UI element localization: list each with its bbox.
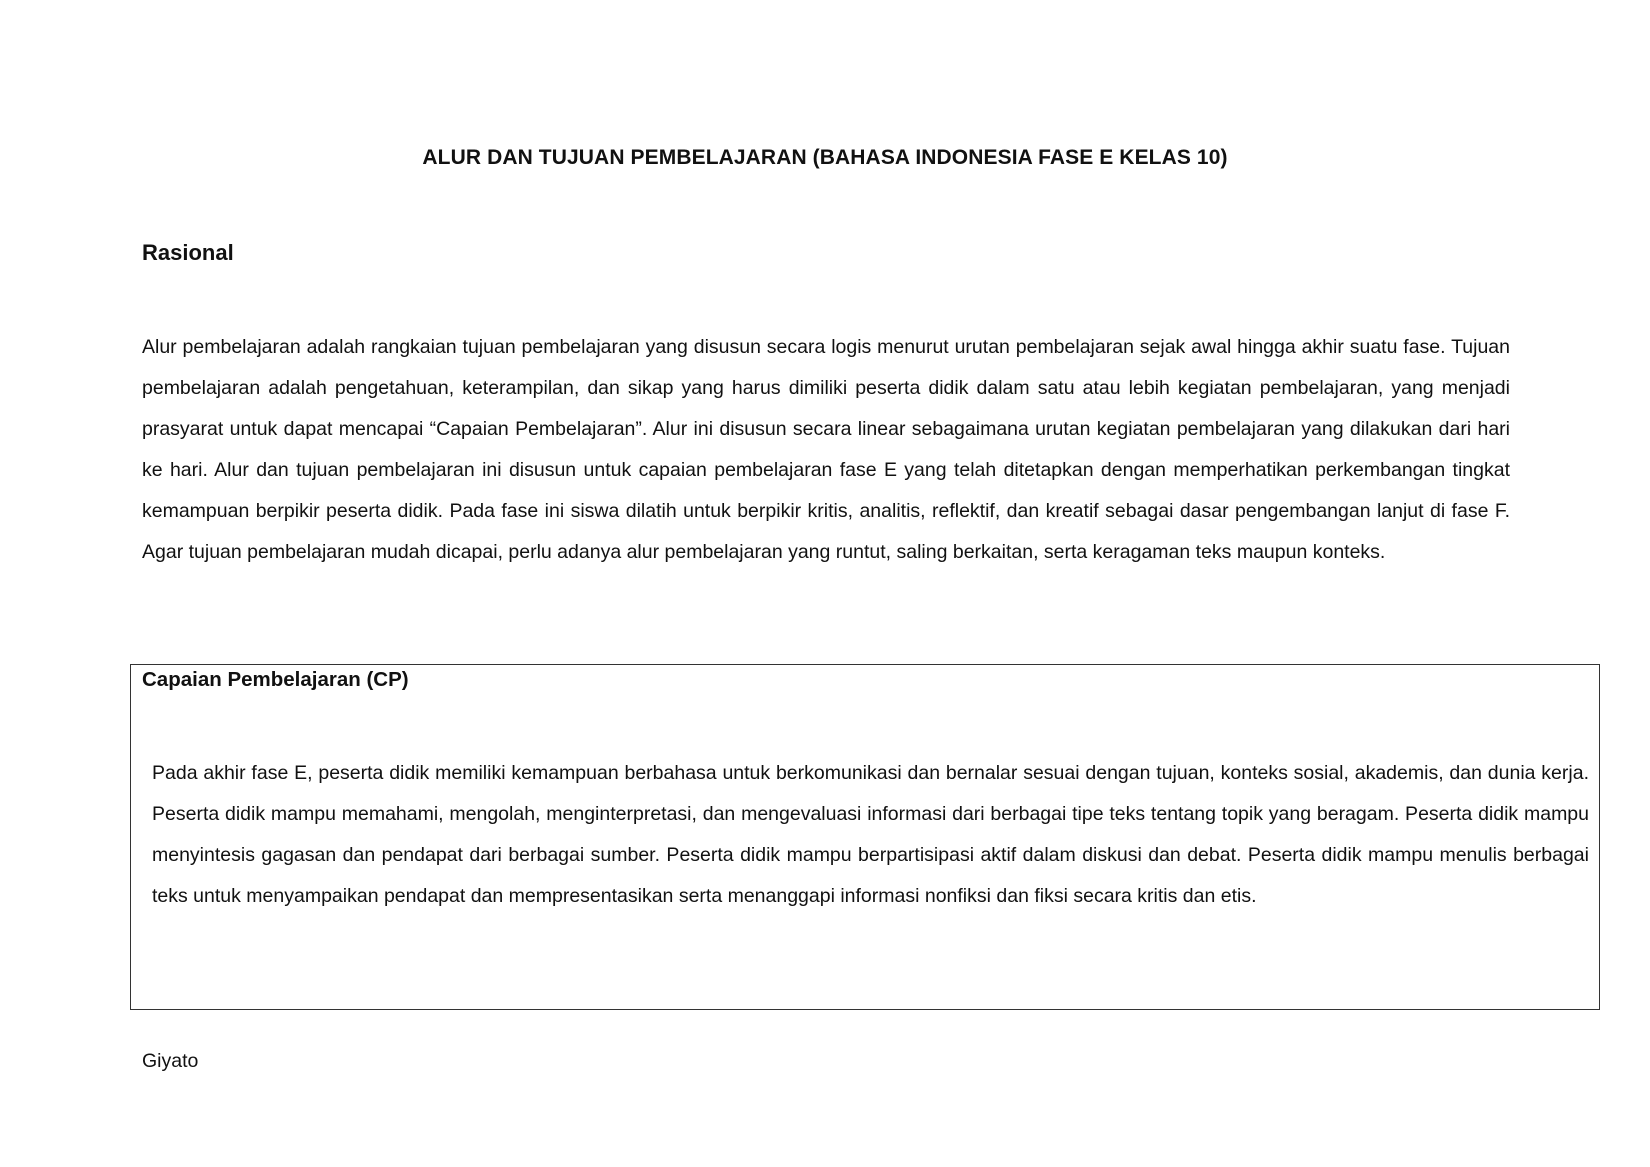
capaian-paragraph: Pada akhir fase E, peserta didik memiliki kemampuan berbahasa untuk berkomunikasi dan bernalar sesuai dengan tujuan, konteks sosial, akademis, dan dunia kerja. Peserta didik mampu memahami, mengolah, menginterpretasi, dan mengevaluasi informasi dari berbagai tipe teks tentang topik yang beragam. Peserta didik mampu menyintesis gagasan dan pendapat dari berbagai sumber. Peserta didik mampu berpartisipasi aktif dalam diskusi dan debat. Peserta didik mampu menulis berbagai teks untuk menyampaikan pendapat dan mempresentasikan serta menanggapi informasi nonfiksi dan fiksi secara kritis dan etis. xyxy=(152,762,1589,907)
author-name: Giyato xyxy=(142,1050,199,1072)
capaian-pembelajaran-box xyxy=(130,664,1600,1010)
document-title: ALUR DAN TUJUAN PEMBELAJARAN (BAHASA INDONESIA FASE E KELAS 10) xyxy=(422,146,1228,169)
rasional-heading: Rasional xyxy=(142,240,234,265)
capaian-heading: Capaian Pembelajaran (CP) xyxy=(142,668,409,691)
rasional-paragraph: Alur pembelajaran adalah rangkaian tujuan pembelajaran yang disusun secara logis menurut urutan pembelajaran sejak awal hingga akhir suatu fase. Tujuan pembelajaran adalah pengetahuan, keterampilan, dan sikap yang harus dimiliki peserta didik dalam satu atau lebih kegiatan pembelajaran, yang menjadi prasyarat untuk dapat mencapai “Capaian Pembelajaran”. Alur ini disusun secara linear sebagaimana urutan kegiatan pembelajaran yang dilakukan dari hari ke hari. Alur dan tujuan pembelajaran ini disusun untuk capaian pembelajaran fase E yang telah ditetapkan dengan memperhatikan perkembangan tingkat kemampuan berpikir peserta didik. Pada fase ini siswa dilatih untuk berpikir kritis, analitis, reflektif, dan kreatif sebagai dasar pengembangan lanjut di fase F. Agar tujuan pembelajaran mudah dicapai, perlu adanya alur pembelajaran yang runtut, saling berkaitan, serta keragaman teks maupun konteks. xyxy=(142,336,1510,563)
